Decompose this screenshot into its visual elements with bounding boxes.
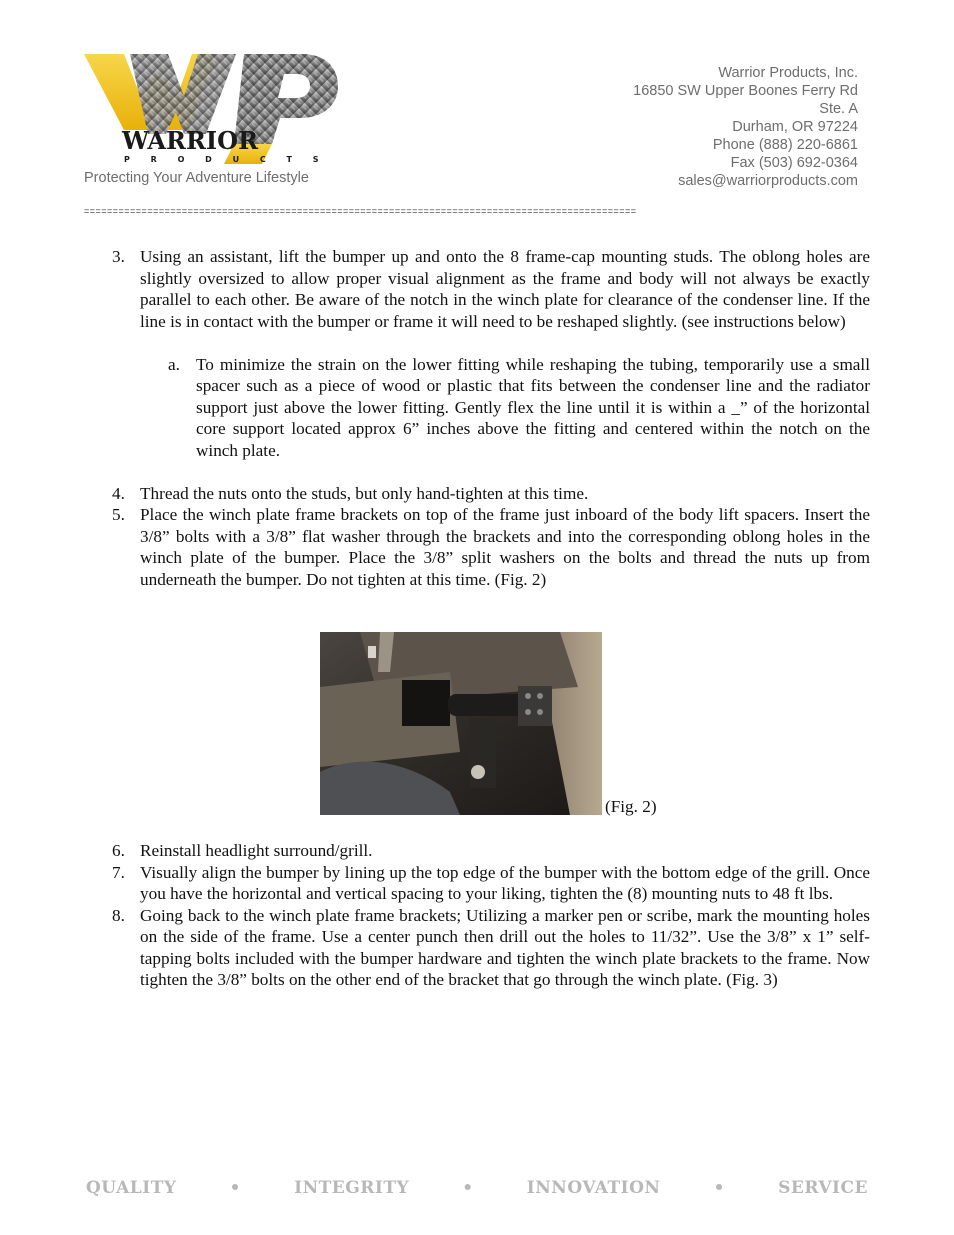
footer-bullet: • xyxy=(713,1178,725,1198)
instructions xyxy=(112,246,870,590)
footer-integrity: INTEGRITY xyxy=(294,1178,410,1198)
footer-service: SERVICE xyxy=(778,1178,868,1198)
step-4 xyxy=(112,483,870,505)
step-number: 4. xyxy=(112,483,125,503)
step-5 xyxy=(112,504,870,590)
footer-bullet: • xyxy=(229,1178,242,1198)
figure-2-caption: (Fig. 2) xyxy=(605,797,657,816)
step-6 xyxy=(112,840,870,862)
step-text: Place the winch plate frame brackets on top of the frame just inboard of the body lift spacers. Insert the 3/8” bolts with a 3/8” flat washer through the brackets and into the corresponding oblong holes in the winch plate of the bumper. Place the 3/8” split washers on the bolts and thread the nuts up from underneath the bumper. Do not tighten at this time. (Fig. 2) xyxy=(140,505,870,589)
step-text: Visually align the bumper by lining up the top edge of the bumper with the bottom edge of the grill. Once you have the horizontal and vertical spacing to your liking, tighten the (8) mounting nuts to 48 ft lbs. xyxy=(140,862,870,903)
footer-innovation: INNOVATION xyxy=(526,1178,661,1198)
step-text: Reinstall headlight surround/grill. xyxy=(140,841,373,860)
street-address: 16850 SW Upper Boones Ferry Rd xyxy=(633,83,858,99)
step-text: Going back to the winch plate frame brackets; Utilizing a marker pen or scribe, mark the mounting holes on the side of the frame. Use a center punch then drill out the holes to 11/32”. Use the 3/8” x 1” self-tapping bolts included with the bumper hardware and tighten the winch plate brackets to the frame. Now tighten the 3/8” bolts on the other end of the bracket that go through the winch plate. (Fig. 3) xyxy=(140,905,870,989)
step-7 xyxy=(112,862,870,905)
instructions-continued xyxy=(112,840,870,991)
step-text: Thread the nuts onto the studs, but only hand-tighten at this time. xyxy=(140,483,589,503)
step-number: a. xyxy=(168,354,180,374)
step-number: 3. xyxy=(112,247,125,266)
step-3a xyxy=(112,354,870,462)
email-address: sales@warriorproducts.com xyxy=(678,173,858,189)
step-3 xyxy=(112,246,870,332)
step-number: 6. xyxy=(112,841,125,860)
company-address xyxy=(633,64,858,190)
footer-quality: QUALITY xyxy=(86,1178,177,1198)
step-number: 7. xyxy=(112,862,125,882)
fax-number: Fax (503) 692-0364 xyxy=(730,155,858,171)
step-text: Using an assistant, lift the bumper up and onto the 8 frame-cap mounting studs. The oblong holes are slightly oversized to allow proper visual alignment as the frame and body will not always be exactly parallel to each other. Be aware of the notch in the winch plate for clearance of the condenser line. If the line is in contact with the bumper or frame it will need to be reshaped slightly. (see instructions below) xyxy=(140,247,870,331)
tagline: Protecting Your Adventure Lifestyle xyxy=(84,170,309,186)
phone-number: Phone (888) 220-6861 xyxy=(712,137,858,153)
footer-values xyxy=(86,1178,868,1198)
suite: Ste. A xyxy=(819,101,858,117)
header-divider: ================================================================================================ xyxy=(84,206,637,216)
city-state-zip: Durham, OR 97224 xyxy=(732,119,858,135)
step-number: 8. xyxy=(112,905,125,925)
company-name: Warrior Products, Inc. xyxy=(718,65,858,81)
step-text: To minimize the strain on the lower fitting while reshaping the tubing, temporarily use a small spacer such as a piece of wood or plastic that fits between the condenser line and the radiator support just above the lower fitting. Gently flex the line until it is within a _” of the horizontal core support located approx 6” inches above the fitting and centered within the notch on the winch plate. xyxy=(196,354,870,460)
step-8 xyxy=(112,905,870,991)
logo-subtext: P R O D U C T S xyxy=(124,155,328,164)
logo-wordmark: WARRIOR xyxy=(122,126,259,155)
footer-bullet: • xyxy=(462,1178,474,1198)
figure-2-photo xyxy=(320,632,602,815)
warrior-products-logo xyxy=(84,52,340,166)
step-number: 5. xyxy=(112,505,125,524)
